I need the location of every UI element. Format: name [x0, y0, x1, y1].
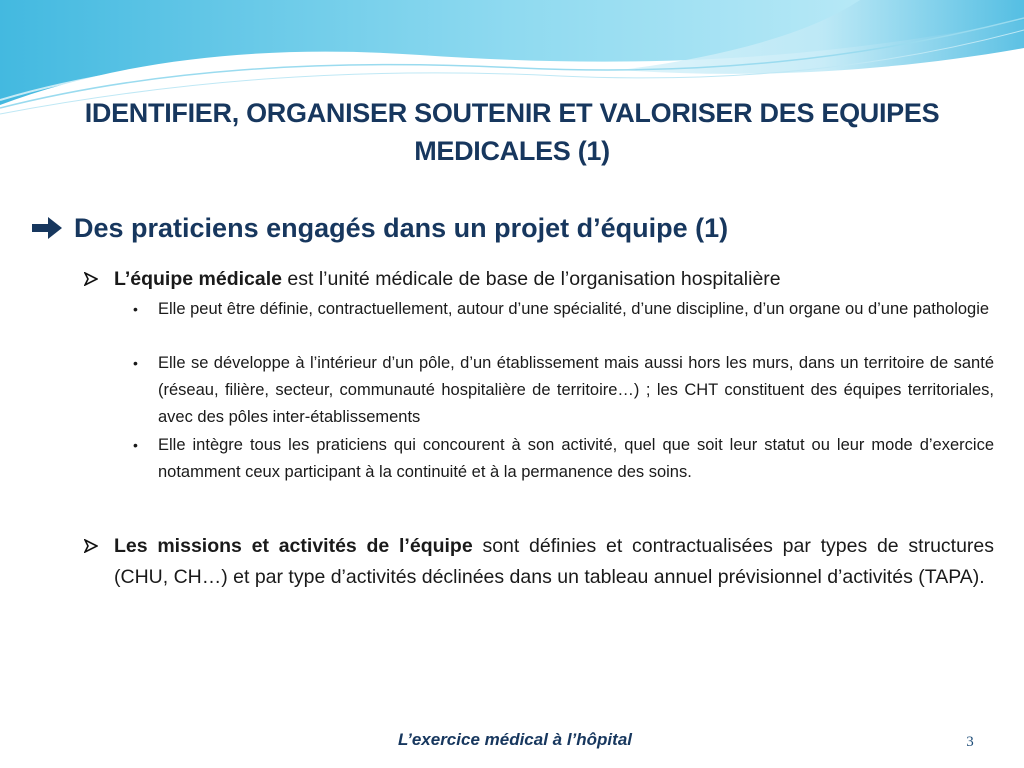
bullet-dot-icon: • — [133, 301, 138, 317]
bullet-dot-icon: • — [133, 355, 138, 371]
bullet-point-1-bold: L’équipe médicale — [114, 268, 282, 290]
sub-bullet-2-text: Elle se développe à l’intérieur d’un pôle, d’un établissement mais aussi hors les murs, dans un territoire de santé (réseau, filière, secteur, communauté hospitalière de territoire…) ; les CHT constituent des équipes territoriales, avec des pôles inter-établissements — [158, 354, 994, 426]
arrowhead-bullet-icon — [84, 539, 98, 553]
arrowhead-bullet-icon — [84, 272, 98, 286]
bullet-point-1-text: est l’unité médicale de base de l’organisation hospitalière — [281, 268, 781, 290]
bullet-point-2-text: sont définies et contractualisées par types de structures (CHU, CH…) et par type d’activités déclinées dans un tableau annuel prévisionnel d’activités (TAPA). — [114, 535, 995, 588]
sub-bullet-3 — [133, 432, 994, 486]
bullet-point-2 — [114, 531, 994, 593]
bullet-dot-icon: • — [133, 437, 138, 453]
sub-bullet-1 — [133, 296, 994, 323]
slide-title: IDENTIFIER, ORGANISER SOUTENIR ET VALORISER DES EQUIPES MEDICALES (1) — [84, 98, 940, 166]
bullet-point-1 — [114, 264, 994, 295]
footer-title: L’exercice médical à l’hôpital — [397, 730, 632, 749]
arrow-right-icon — [30, 215, 64, 241]
section-heading — [30, 209, 930, 247]
sub-bullet-3-text: Elle intègre tous les praticiens qui concourent à son activité, quel que soit leur statut ou leur mode d’exercice notamment ceux participant à la continuité et à la permanence des soins. — [158, 436, 994, 481]
sub-bullet-1-text: Elle peut être définie, contractuellement, autour d’une spécialité, d’une discipline, d’un organe ou d’une pathologie — [158, 300, 990, 318]
sub-bullet-2 — [133, 350, 994, 431]
section-heading-text: Des praticiens engagés dans un projet d’équipe (1) — [74, 213, 729, 243]
page-number: 3 — [966, 734, 974, 750]
bullet-point-2-bold: Les missions et activités de l’équipe — [114, 535, 473, 557]
